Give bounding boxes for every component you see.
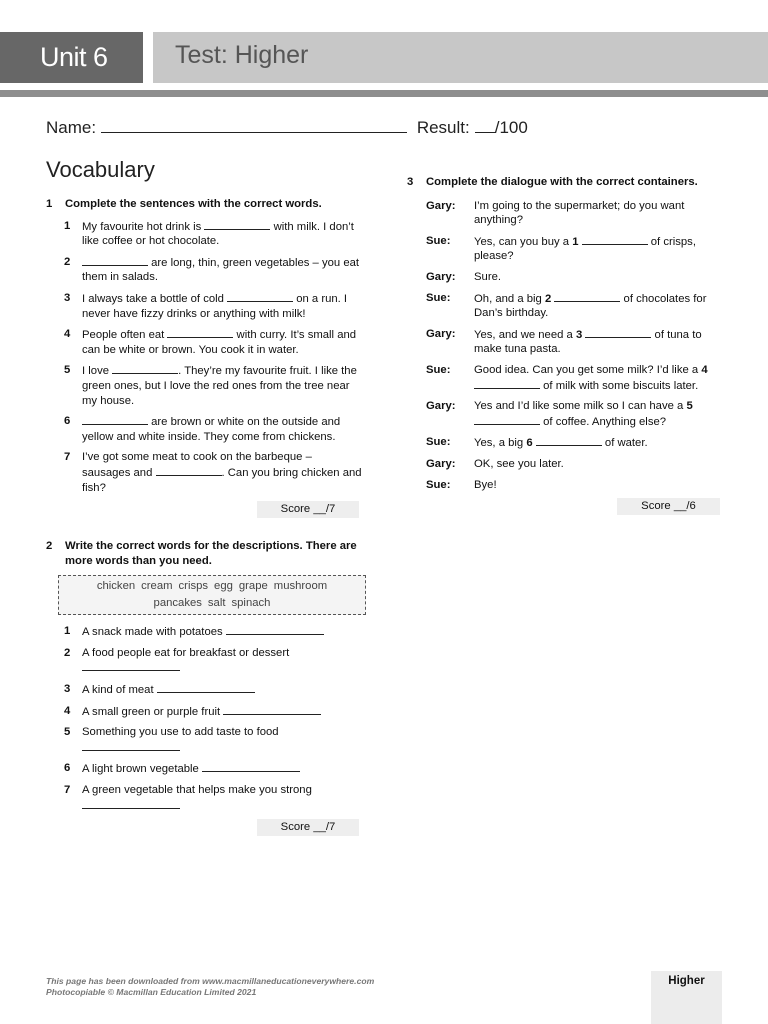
result-total: /100 — [494, 118, 528, 137]
text-after: with milk. I don’t like coffee or hot chocolate. — [82, 220, 354, 248]
text-after: of crisps, please? — [474, 235, 696, 263]
answer-blank[interactable] — [82, 660, 180, 671]
item-number: 4 — [64, 704, 71, 717]
text-before: Yes, can you buy a — [474, 235, 573, 248]
text-before: Sure. — [474, 270, 502, 283]
answer-blank[interactable] — [82, 798, 180, 809]
description-text: A snack made with potatoes — [82, 626, 226, 639]
gap-number: 1 — [572, 235, 579, 248]
description-item — [46, 761, 362, 777]
sentence-item — [46, 327, 362, 357]
item-number: 1 — [64, 219, 71, 232]
text-before: Bye! — [474, 478, 497, 491]
answer-blank[interactable] — [167, 327, 233, 338]
text-before: I’ve got some meat to cook on the barbeque – sausages and — [82, 451, 312, 479]
answer-blank[interactable] — [536, 435, 602, 446]
line-text — [474, 327, 723, 357]
name-blank — [101, 119, 407, 133]
answer-blank[interactable] — [554, 291, 620, 302]
answer-blank[interactable] — [474, 414, 540, 425]
answer-blank[interactable] — [157, 682, 255, 693]
answer-blank[interactable] — [82, 255, 148, 266]
description-item — [46, 624, 362, 640]
speaker-name: Gary: — [426, 457, 456, 470]
dialogue-line — [407, 199, 723, 228]
item-text — [82, 255, 362, 285]
level-box — [651, 971, 722, 1024]
dialogue-line — [407, 363, 723, 393]
text-after: are brown or white on the outside and yellow and white inside. They come from chickens. — [82, 416, 341, 443]
text-after: are long, thin, green vegetables – you eat them in salads. — [82, 256, 360, 284]
speaker-name: Sue: — [426, 234, 451, 247]
line-text — [474, 435, 723, 451]
text-after: of tuna to make tuna pasta. — [474, 328, 702, 356]
unit-label: Unit 6 — [40, 42, 108, 72]
item-text — [82, 624, 362, 640]
description-text: A small green or purple fruit — [82, 705, 224, 718]
sentence-item — [46, 450, 362, 495]
item-number: 6 — [64, 762, 71, 775]
task-3-score: Score __/6 — [617, 498, 720, 515]
speaker-name: Gary: — [426, 327, 456, 340]
line-text — [474, 363, 723, 393]
sentence-item — [46, 414, 362, 444]
text-before: I always take a bottle of cold — [82, 292, 228, 305]
sentence-item — [46, 219, 362, 249]
item-number: 3 — [64, 683, 71, 696]
description-item — [46, 783, 362, 813]
text-before: Yes, and we need a — [474, 328, 576, 341]
word-option: salt — [207, 597, 226, 610]
line-text — [474, 199, 723, 228]
section-title: Vocabulary — [46, 157, 155, 182]
speaker-name: Sue: — [426, 478, 451, 491]
task-2-items — [46, 624, 362, 813]
text-after: of chocolates for Dan’s birthday. — [474, 292, 707, 320]
item-text — [82, 682, 362, 698]
gap-number: 4 — [701, 363, 708, 376]
sentence-item — [46, 255, 362, 285]
name-label: Name: — [46, 118, 97, 137]
left-column — [46, 197, 362, 836]
word-option: grape — [238, 580, 268, 593]
text-after: on a run. I never have fizzy drinks or anything with milk! — [82, 292, 348, 320]
answer-blank[interactable] — [112, 363, 178, 374]
test-title-box — [153, 32, 768, 83]
word-option: crisps — [178, 580, 209, 593]
word-row — [59, 578, 365, 595]
text-after: of coffee. Anything else? — [540, 415, 667, 428]
header-rule — [0, 90, 768, 97]
task-number: 1 — [46, 198, 53, 210]
sentence-item — [46, 363, 362, 408]
description-text: A light brown vegetable — [82, 763, 202, 776]
item-text — [82, 783, 362, 813]
item-number: 7 — [64, 451, 71, 464]
text-before: OK, see you later. — [474, 457, 564, 470]
footer-line-2: Photocopiable © Macmillan Education Limited 2021 — [46, 987, 257, 997]
instruction-text: Complete the sentences with the correct words. — [65, 198, 322, 210]
dialogue-line — [407, 457, 723, 472]
item-number: 2 — [64, 646, 71, 659]
dialogue-line — [407, 327, 723, 357]
dialogue-line — [407, 435, 723, 451]
text-before: I’m going to the supermarket; do you want anything? — [474, 199, 685, 227]
result-blank — [475, 119, 495, 133]
line-text — [474, 234, 723, 264]
item-number: 4 — [64, 328, 71, 341]
word-row — [59, 595, 365, 612]
level-label: Higher — [668, 975, 705, 987]
answer-blank[interactable] — [227, 291, 293, 302]
speaker-name: Gary: — [426, 199, 456, 212]
gap-number: 3 — [575, 328, 583, 341]
dialogue-line — [407, 399, 723, 429]
text-before: Yes and I’d like some milk so I can have a — [474, 400, 687, 413]
answer-blank[interactable] — [585, 327, 651, 338]
line-text — [474, 399, 723, 429]
answer-blank[interactable] — [223, 704, 321, 715]
dialogue-line — [407, 234, 723, 264]
item-text — [82, 291, 362, 321]
word-option: egg — [214, 580, 233, 593]
word-option: mushroom — [273, 580, 328, 593]
task-1-items — [46, 219, 362, 496]
answer-blank[interactable] — [226, 624, 324, 635]
speaker-name: Gary: — [426, 270, 456, 283]
instruction-text: Complete the dialogue with the correct containers. — [426, 176, 698, 188]
answer-blank[interactable] — [204, 219, 270, 230]
word-option: spinach — [231, 597, 271, 610]
text-before: I love — [82, 365, 113, 378]
answer-blank[interactable] — [156, 465, 222, 476]
test-title: Test: Higher — [175, 41, 309, 69]
text-before: My favourite hot drink is — [82, 220, 205, 233]
description-text: Something you use to add taste to food — [82, 726, 279, 739]
word-box — [58, 575, 366, 615]
item-text — [82, 219, 362, 249]
task-number: 2 — [46, 540, 53, 553]
speaker-name: Gary: — [426, 400, 456, 413]
item-number: 3 — [64, 291, 71, 304]
name-result-line — [46, 118, 528, 138]
description-item — [46, 725, 362, 755]
text-after: . Can you bring chicken and fish? — [82, 466, 362, 494]
answer-blank[interactable] — [582, 234, 648, 245]
gap-number: 6 — [526, 437, 533, 450]
description-text: A kind of meat — [82, 684, 157, 697]
description-item — [46, 682, 362, 698]
instruction-text: Write the correct words for the descriptions. There are more words than you need. — [65, 540, 357, 567]
answer-blank[interactable] — [202, 761, 300, 772]
text-after: . They’re my favourite fruit. I like the green ones, but I love the red ones from the tree near my house. — [82, 365, 357, 407]
task-3-instruction — [407, 175, 723, 190]
item-text — [82, 414, 362, 444]
word-option: pancakes — [153, 597, 202, 610]
dialogue-line — [407, 291, 723, 321]
item-text — [82, 646, 362, 676]
item-text — [82, 450, 362, 495]
text-before: Good idea. Can you get some milk? I’d like a — [474, 363, 702, 376]
speaker-name: Sue: — [426, 291, 451, 304]
word-option: chicken — [96, 580, 136, 593]
item-text — [82, 363, 362, 408]
item-text — [82, 327, 362, 357]
text-before: Yes, a big — [474, 437, 527, 450]
task-2-instruction — [46, 539, 362, 568]
item-text — [82, 725, 362, 755]
gap-number: 2 — [544, 292, 552, 305]
answer-blank[interactable] — [82, 414, 148, 425]
line-text — [474, 457, 723, 472]
line-text — [474, 291, 723, 321]
answer-blank[interactable] — [82, 740, 180, 751]
item-number: 6 — [64, 415, 71, 428]
line-text — [474, 478, 723, 493]
text-after: with curry. It’s small and can be white or brown. You cook it in water. — [82, 329, 357, 356]
item-number: 5 — [64, 364, 71, 377]
text-after: of water. — [601, 437, 648, 450]
footer-line-1: This page has been downloaded from www.macmillaneducationeverywhere.com — [46, 976, 375, 986]
dialogue-line — [407, 478, 723, 493]
right-column — [407, 175, 723, 515]
item-text — [82, 704, 362, 720]
word-option: cream — [141, 580, 173, 593]
item-number: 1 — [64, 625, 71, 638]
speaker-name: Sue: — [426, 363, 451, 376]
item-text — [82, 761, 362, 777]
text-before: People often eat — [82, 329, 168, 342]
speaker-name: Sue: — [426, 436, 451, 449]
text-after: of milk with some biscuits later. — [540, 379, 699, 392]
item-number: 5 — [64, 726, 71, 739]
description-item — [46, 704, 362, 720]
dialogue-line — [407, 270, 723, 285]
sentence-item — [46, 291, 362, 321]
description-text: A food people eat for breakfast or dessert — [82, 646, 290, 659]
description-item — [46, 646, 362, 676]
footer-text — [46, 976, 374, 998]
item-number: 2 — [64, 255, 71, 268]
unit-label-box — [0, 32, 143, 83]
task-1-score: Score __/7 — [257, 501, 359, 518]
task-1-instruction — [46, 197, 362, 212]
description-text: A green vegetable that helps make you strong — [82, 784, 312, 797]
result-label: Result: — [416, 118, 470, 137]
gap-number: 5 — [686, 400, 693, 413]
text-before: Oh, and a big — [474, 292, 545, 305]
item-number: 7 — [64, 784, 71, 797]
task-number: 3 — [407, 176, 414, 188]
line-text — [474, 270, 723, 285]
answer-blank[interactable] — [474, 378, 540, 389]
task-2-score: Score __/7 — [257, 819, 359, 836]
dialogue — [407, 199, 723, 493]
